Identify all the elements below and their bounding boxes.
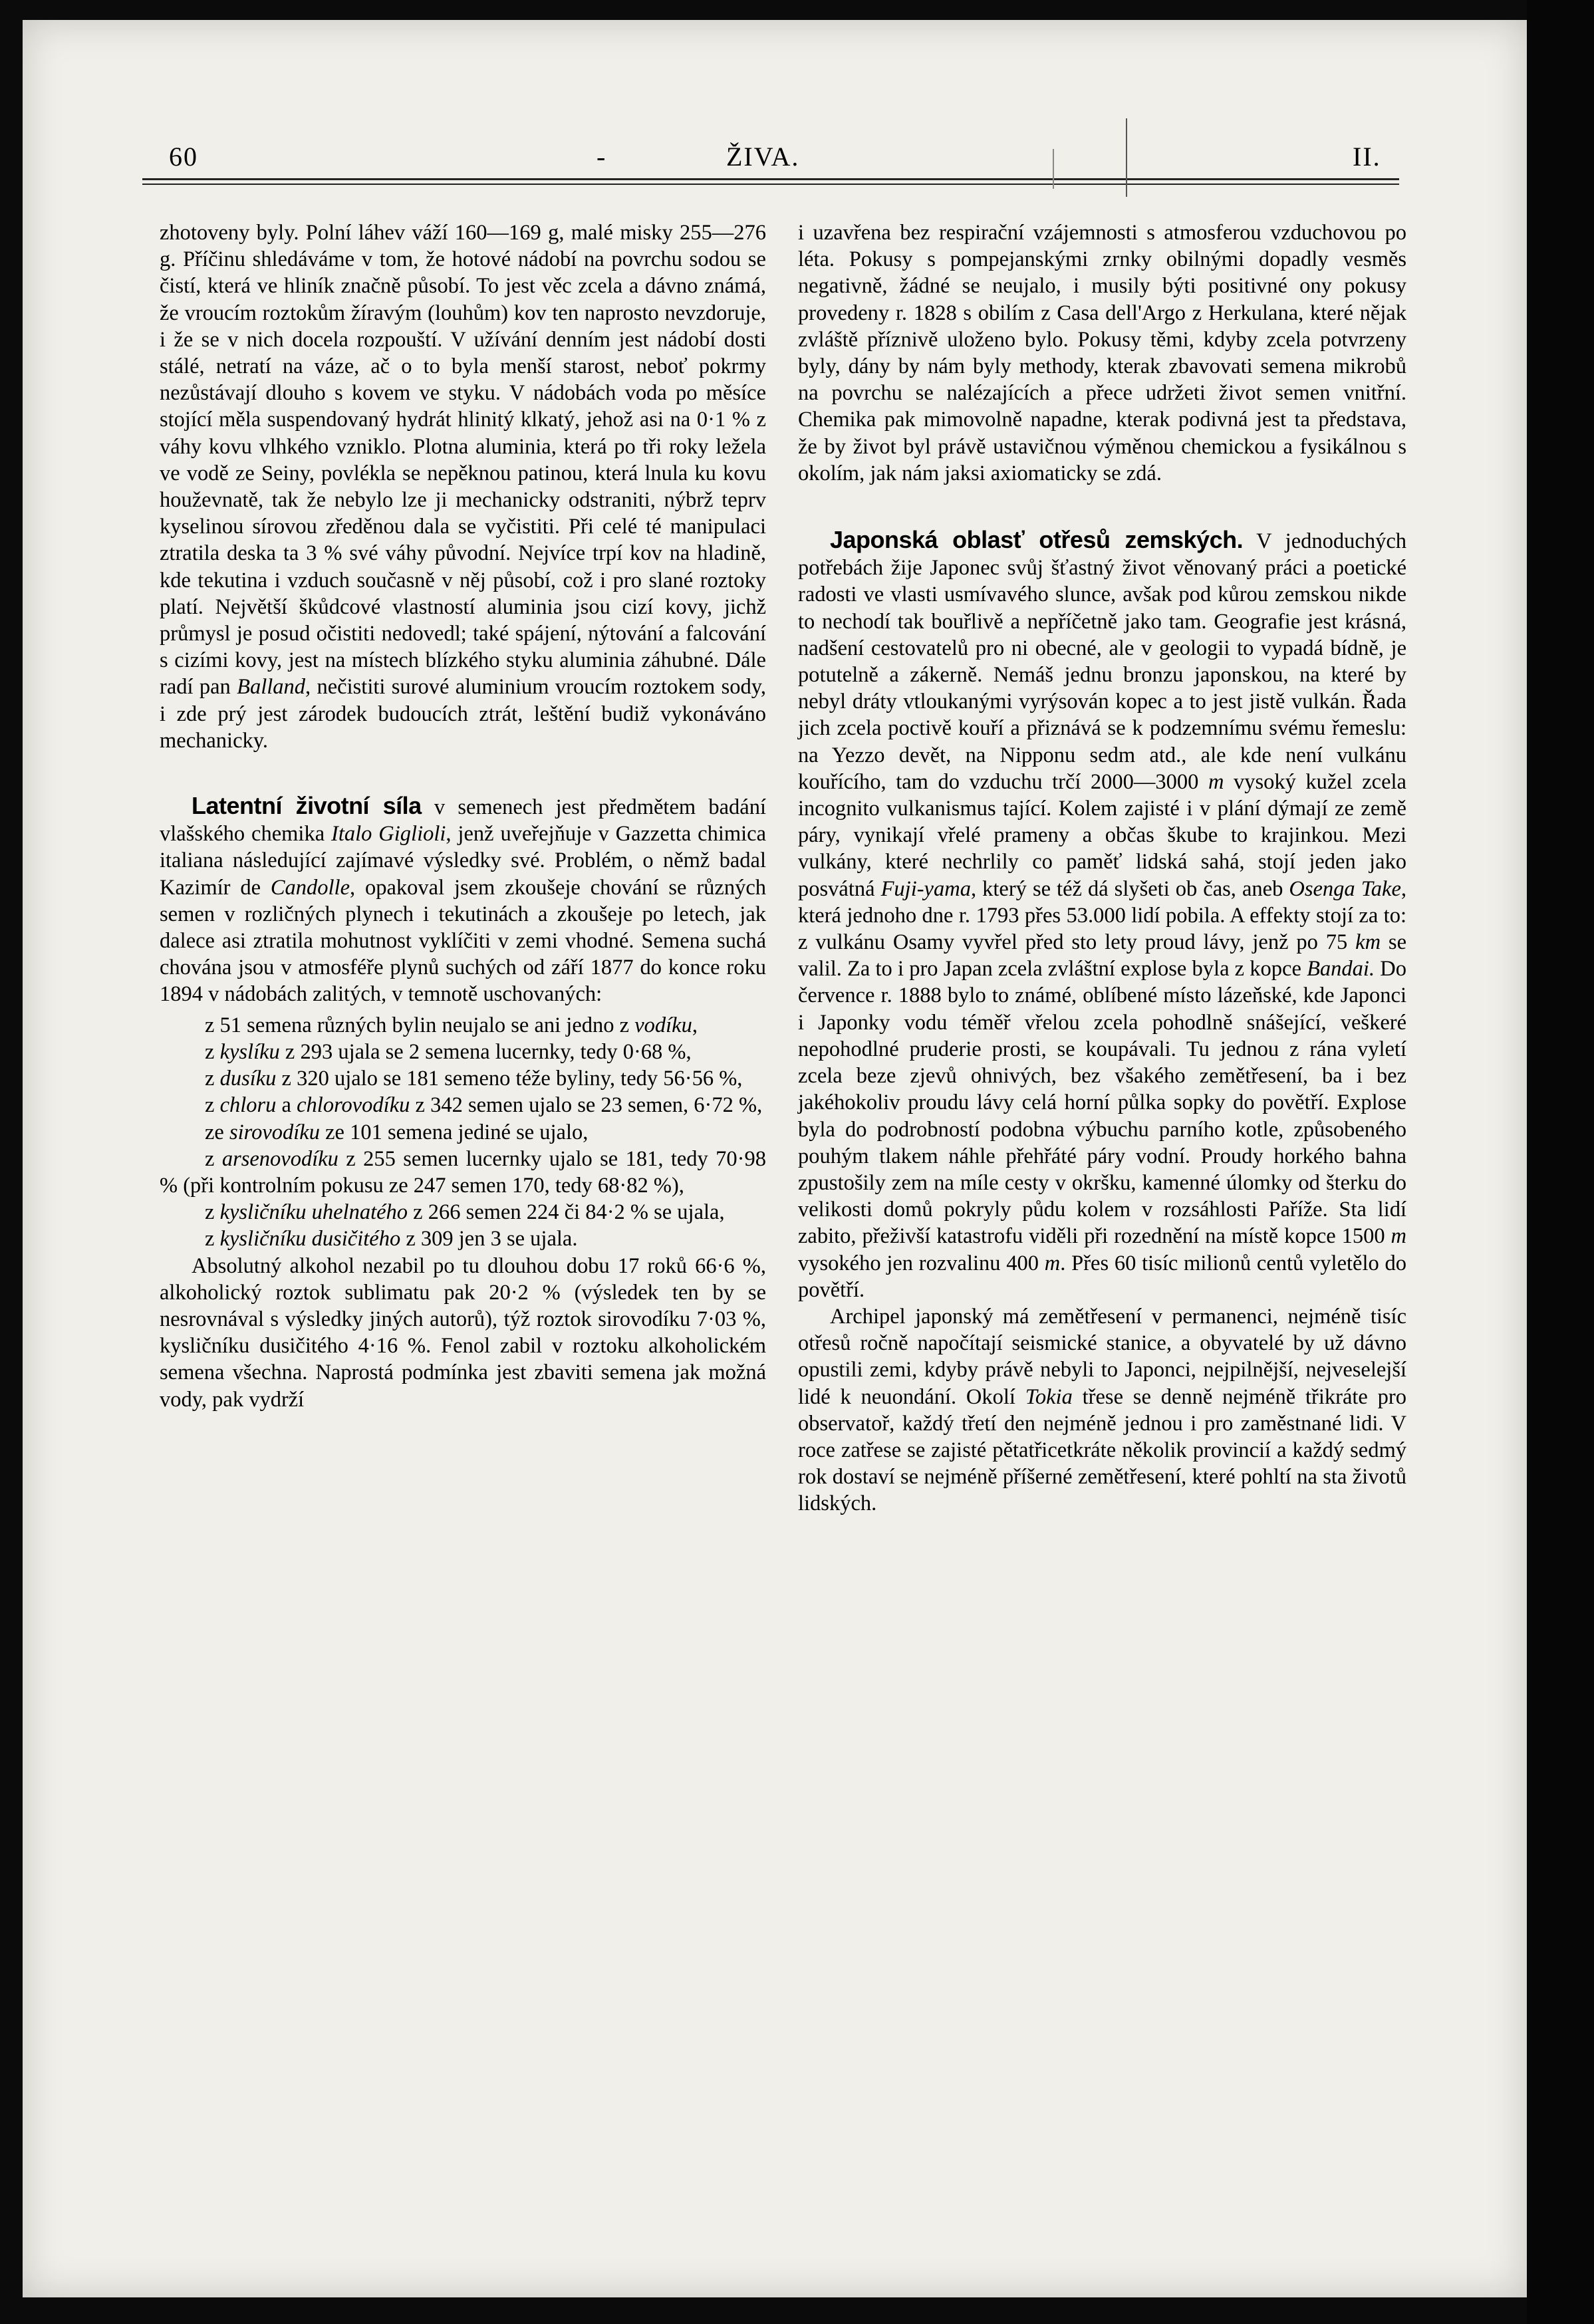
list-text: a xyxy=(276,1093,297,1118)
header-dash: - xyxy=(597,142,607,172)
aluminium-text: zhotoveny byly. Polní láhev váží 160—169 g, malé misky 255—276 g. Příčinu shledáváme v tom, že hotové nádobí na povrchu sodou se čistí, která ve hliník značně působí. To jest věc zcela a dávno známá, že vroucím roztokům žíravým (louhům) kov ten naprosto nevzdoruje, i že se v nich docela rozpouští. V užívání denním jest nádobí dosti stálé, netratí na váze, ač o to byla menší starost, neboť pokrmy nezůstávají dlouho s kovem ve styku. V nádobách voda po měsíce stojící měla suspendovaný hydrát hlinitý klkatý, jehož asi na 0·1 % z váhy kovu vlhkého vzniklo. Plotna aluminia, která po tři roky ležela ve vodě ze Seiny, povlékla se nepěknou patinou, která lnula ku kovu houževnatě, tak že nebylo lze ji mechanicky odstraniti, nýbrž teprv kyselinou sírovou zředěnou dala se vyčistiti. Při celé té manipulaci ztratila deska ta 3 % své váhy původní. Nejvíce trpí kov na hladině, kde tekutina i vzduch současně v něj působí, což i pro slané roztoky platí. Největší škůdcové vlastností aluminia jsou cizí kovy, jichž průmysl je posud očistiti nedovedl; také spájení, nýtování a falcování s cizími kovy, jest na místech blízkého styku aluminia záhubné. Dále radí pan xyxy=(160,221,766,700)
latent-life-paragraph xyxy=(160,793,766,1008)
list-text: z 255 semen lucernky ujalo se 181, tedy 70·98 % (při kontrolním pokusu ze 247 semen 170, tedy 68·82 %), xyxy=(160,1146,766,1198)
japan-text-d: , která jednoho dne r. 1793 přes 53.000 lidí pobila. A effekty stojí za to: z vulkánu Osamy vyvřel před sto lety proud lávy, jenž po 75 xyxy=(798,876,1407,955)
list-text: z 320 ujalo se 181 semeno téže byliny, tedy 56·56 %, xyxy=(276,1067,743,1091)
name-fuji-yama: Fuji-yama xyxy=(880,876,971,901)
journal-title: ŽIVA. xyxy=(726,142,800,172)
list-text: z xyxy=(205,1093,220,1118)
list-text: z 293 ujala se 2 semena lucernky, tedy 0·68 %, xyxy=(279,1039,692,1064)
alcohol-paragraph: Absolutný alkohol nezabil po tu dlouhou dobu 17 roků 66·6 %, alkoholický roztok sublimatu pak 20·2 % (výsledek ten by se nesrovnával s výsledky jiných autorů), týž roztok sirovodíku 7·03 %, kysličníku dusičitého 4·16 %. Fenol zabil v roztoku alkoholickém semena všechna. Naprostá podmínka jest zbaviti semena jak možná vody, pak vydrží xyxy=(160,1253,766,1412)
list-item xyxy=(160,1092,766,1118)
aluminium-text-end: , nečistiti surové aluminium vroucím roztokem sody, i zde prý jest zárodek budoucích ztrát, leštění budiž vykonáváno mechanicky. xyxy=(160,675,766,753)
unit-km: km xyxy=(1355,930,1381,955)
section-heading-latent-life: Latentní životní síla xyxy=(192,792,422,820)
name-candolle: Candolle xyxy=(270,875,350,900)
unit-m: m xyxy=(1391,1224,1406,1249)
list-item xyxy=(160,1012,766,1039)
japan-text-a: V jednoduchých potřebách žije Japonec svůj šťastný život věnovaný práci a poetické radosti ve vlasti usmívavého slunce, avšak pod kůrou zemskou nikde to nechodí tak bouřlivě a nepříčetně jako tam. Geografie jest krásná, nadšení cestovatelů pro ni obecné, ale v geologii to vypadá bídně, je potutelně a zákerně. Nemáš jednu bronzu japonskou, na které by nebyl dráty vtloukanými vyrýsován kopec a to jest jistě vulkán. Řada jich zcela poctivě kouří a přiznává se k podzemnímu svému řemeslu: na Yezzo devět, na Nipponu sedm atd., ale kde není vulkánu kouřícího, tam do vzduchu trčí 2000—3000 xyxy=(798,529,1406,794)
unit-m: m xyxy=(1208,769,1224,794)
page-number: 60 xyxy=(169,142,198,172)
name-giglioli: Italo Giglioli xyxy=(331,822,446,846)
unit-m: m xyxy=(1044,1251,1061,1275)
running-header xyxy=(142,141,1390,178)
gas-name: chlorovodíku xyxy=(297,1093,410,1118)
name-osenga-take: Osenga Take xyxy=(1289,876,1401,901)
list-text: z xyxy=(205,1039,220,1064)
list-text: , xyxy=(692,1013,698,1037)
list-text: ze 101 semena jediné se ujalo, xyxy=(319,1120,589,1144)
list-text: ze xyxy=(205,1120,229,1144)
header-rule-top xyxy=(142,178,1399,180)
list-item xyxy=(160,1119,766,1146)
seeds-continuation-paragraph: i uzavřena bez respirační vzájemnosti s atmosferou vzduchovou po léta. Pokusy s pompejanskými zrnky obilnými dopadly vesměs negativně, žádné se neujalo, i musily býti positivné ony pokusy provedeny r. 1828 s obilím z Casa dell'Argo z Herkulana, které nějak zvláště příznivě uloženo bylo. Pokusy těmi, kdyby zcela potvrzeny byly, dány by nám byly methody, kterak zbavovati semena mikrobů na povrchu se nalézajících a přece udržeti život semen vnitřní. Chemika pak mimovolně napadne, kterak podivná jest ta představa, že by život byl právě ustavičnou výměnou chemickou a fysikálnou s okolím, jak nám jaksi axiomaticky se zdá. xyxy=(798,221,1406,485)
list-text: z 309 jen 3 se ujala. xyxy=(400,1227,578,1251)
list-item xyxy=(160,1039,766,1065)
section-heading-japan: Japonská oblasť otřesů zemských. xyxy=(830,526,1244,554)
japan-text-f: Do července r. 1888 bylo to známé, oblíbené místo lázeňské, kde Japonci i Japonky vodu téměř vřelou zcela pohodlně snášející, veškeré nepohodlné pruderie prosti, se koupávali. Tu jednou z rána vyletí zcela beze zjevů ohnivých, bez všakého zemětřesení, ba i bez jakéhokoliv proudu lávy celá horní půlka sopky do povětří. Explose byla do podrobností podobna výbuchu parního kotle, způsobeného pouhým tlakem náhle přehřáté páry vodní. Proudy horkého bahna zpustošily zem na míle cesty v okršku, kamenné úlomky od šterku do velikosti domů pokryly půdu kolem v rozsáhlosti Paříže. Sta lidí zabito, přeživší katastrofu viděli při rozednění na místě kopce 1500 xyxy=(798,957,1406,1249)
archipelago-text-a: Archipel japonský má zemětřesení v permanenci, nejméně tisíc otřesů ročně napočítají seismické stanice, a obyvatelé by už dávno opustili zemi, kdyby právě nebyli to Japonci, nejpilnější, nejveselejší lidé k neuondání. Okolí xyxy=(798,1304,1406,1409)
archipelago-paragraph xyxy=(798,1303,1406,1517)
latent-text-c: , opakoval jsem zkoušeje chování se různých semen v rozličných plynech i tekutinách a zkoušeje po letech, jak dalece asi ztratila mohutnost vyklíčiti v zemi vhodné. Semena suchá chována jsou v atmosféře plynů suchých od září 1877 do konce roku 1894 v nádobách zalitých, v temnotě uschovaných: xyxy=(160,875,766,1007)
gas-name: kysličníku dusičitého xyxy=(219,1227,401,1251)
header-rule-bottom xyxy=(142,184,1399,185)
name-bandai: Bandai. xyxy=(1307,957,1375,981)
japan-paragraph xyxy=(798,527,1406,1303)
scan-scratch xyxy=(1126,118,1127,197)
gas-name: dusíku xyxy=(219,1067,277,1091)
list-text: z xyxy=(205,1227,220,1251)
gas-name: chloru xyxy=(219,1093,277,1118)
gas-name: sirovodíku xyxy=(229,1120,320,1144)
list-text: z xyxy=(205,1067,220,1091)
japan-text-b: vysoký kužel zcela incognito vulkanismus tající. Kolem zajisté i v plání dýmají ze země páry, vynikají vřelé prameny a občas škube to krajinkou. Mezi vulkány, které nechrlily co paměť lidská sahá, stojí jeden jako posvátná xyxy=(798,769,1406,901)
japan-text-e: se valil. Za to i pro Japan zcela zvláštní explose byla z kopce xyxy=(798,930,1407,981)
list-text: z xyxy=(205,1146,222,1171)
japan-text-h: . Přes 60 tisíc milionů centů vyletělo do povětří. xyxy=(798,1251,1406,1302)
list-text: z 266 semen 224 či 84·2 % se ujala, xyxy=(408,1200,725,1225)
gas-name: vodíku xyxy=(634,1013,692,1037)
name-balland: Balland xyxy=(237,675,306,700)
left-column xyxy=(160,219,766,1413)
name-tokia: Tokia xyxy=(1025,1384,1073,1409)
list-text: z 342 semen ujalo se 23 semen, 6·72 %, xyxy=(410,1093,763,1118)
latent-text-b: , jenž uveřejňuje v Gazzetta chimica italiana následující zajímavé výsledky své. Problém, o němž badal Kazimír de xyxy=(160,822,767,900)
scan-border-right xyxy=(1527,0,1594,2324)
gas-name: arsenovodíku xyxy=(221,1146,338,1171)
gas-name: kysličníku uhelnatého xyxy=(219,1200,408,1225)
scan-scratch xyxy=(1053,149,1054,189)
latent-text-a: v semenech jest předmětem badání vlašského chemika xyxy=(160,795,766,846)
list-text: z 51 semena různých bylin neujalo se ani jedno z xyxy=(205,1013,635,1037)
list-text: z xyxy=(205,1200,220,1225)
aluminium-paragraph xyxy=(160,219,766,754)
volume-number: II. xyxy=(1353,142,1381,172)
list-item xyxy=(160,1146,766,1199)
archipelago-text-b: třese se denně nejméně třikráte pro observatoř, každý třetí den nejméně jednou i pro zaměstnané lidi. V roce zatřese se zajisté pětatřicetkráte několik provincií a každý sedmý rok dostaví se nejméně příšerné zemětřesení, které pohltí na sta životů lidských. xyxy=(798,1384,1406,1516)
list-item xyxy=(160,1199,766,1226)
japan-text-g: vysokého jen rozvalinu 400 xyxy=(798,1251,1045,1275)
right-column xyxy=(798,219,1406,1517)
gas-name: kyslíku xyxy=(219,1039,280,1064)
list-item xyxy=(160,1226,766,1252)
japan-text-c: , který se též dá slyšeti ob čas, aneb xyxy=(970,876,1289,901)
list-item xyxy=(160,1065,766,1092)
